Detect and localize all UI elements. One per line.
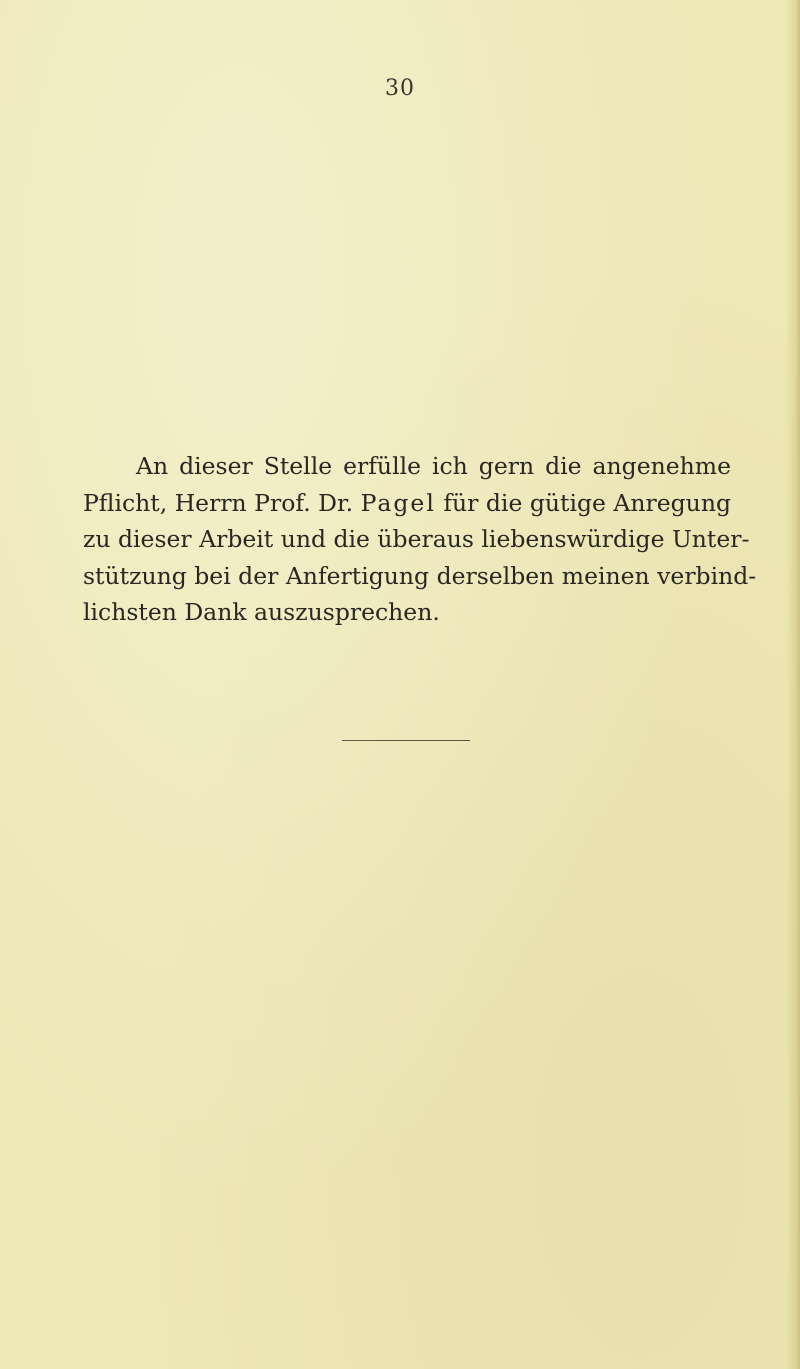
paragraph-line-3: zu dieser Arbeit und die überaus liebenswürdige Unter- [83, 525, 750, 553]
paragraph-line-2-start: Pflicht, Herrn Prof. Dr. [83, 488, 361, 517]
name-pagel: Pagel [360, 488, 436, 517]
closing-rule-divider [342, 740, 470, 741]
paragraph-line-1: An dieser Stelle erfülle ich gern die angenehme [136, 452, 731, 480]
paragraph-line-4: stützung bei der Anfertigung derselben meinen verbind- [83, 561, 757, 590]
acknowledgement-paragraph [83, 448, 757, 631]
paragraph-line-5: lichsten Dank auszusprechen. [83, 598, 440, 626]
paragraph-line-2-end: für die gütige Anregung [435, 488, 731, 517]
paragraph-line-2 [83, 485, 731, 522]
page-edge-shadow [786, 0, 800, 1369]
page-number: 30 [385, 76, 415, 101]
